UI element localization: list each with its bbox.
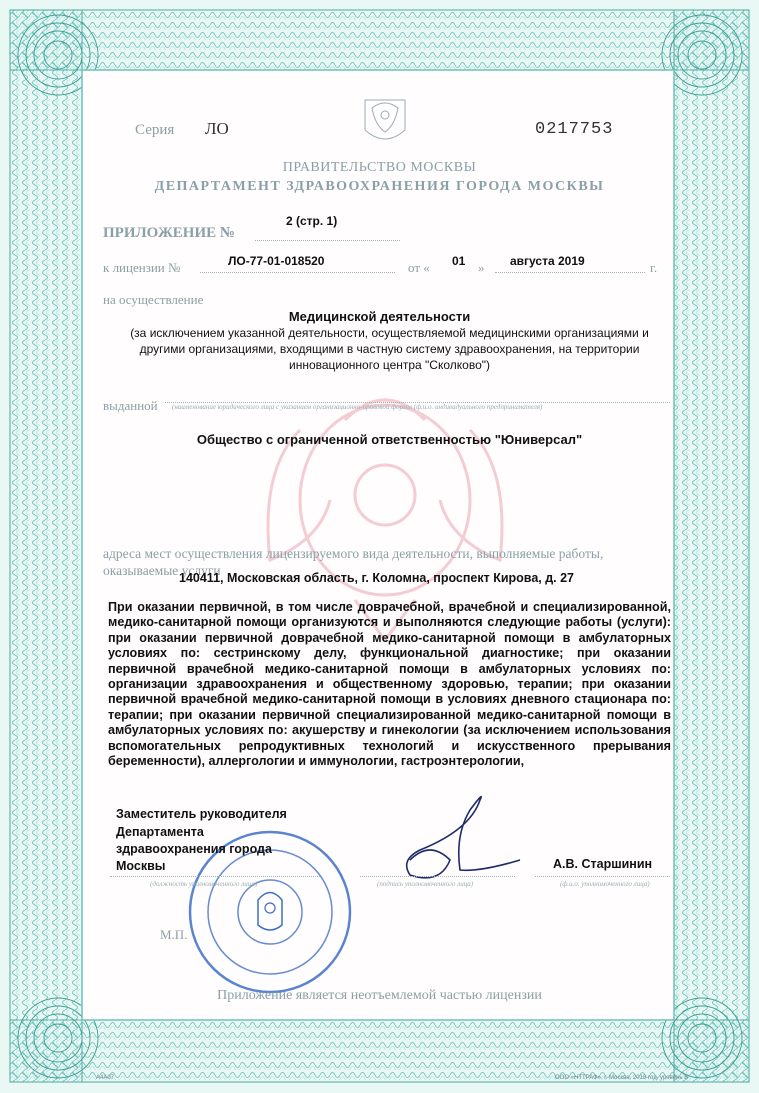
appendix-number: 2 (стр. 1) (286, 214, 338, 228)
appendix-label: ПРИЛОЖЕНИЕ № (103, 225, 235, 241)
address-value: 140411, Московская область, г. Коломна, проспект Кирова, д. 27 (179, 571, 575, 585)
date-month-year: августа 2019 (510, 254, 585, 268)
footer-left-code: А4А07 (96, 1075, 115, 1081)
license-label: к лицензии № (103, 260, 181, 275)
issued-underline (165, 402, 670, 403)
appendix-underline (255, 240, 400, 241)
caption-name: (ф.и.о. уполномоченного лица) (560, 880, 650, 888)
address-label: адреса мест осуществления лицензируемого вида деятельности, выполняемые работы, оказываемые услуги (103, 546, 604, 578)
issued-label: выданной (103, 398, 158, 413)
activity-subtitle: (за исключением указанной деятельности, осуществляемой медицинскими организациями и другими организациями, входящими в частную систему здравоохранения, на территории инновационного центра "Сколково") (130, 326, 649, 372)
year-suffix: г. (650, 260, 658, 275)
footer-note: Приложение является неотъемлемой частью лицензии (217, 988, 542, 1003)
activity-title: Медицинской деятельности (288, 309, 471, 324)
signer-position-line3: здравоохранения города (116, 842, 272, 856)
signer-position-line4: Москвы (116, 859, 166, 873)
signer-name: А.В. Старшинин (553, 857, 653, 871)
blank-number: 0217753 (535, 120, 614, 139)
date-day: 01 (452, 254, 466, 268)
date-underline (495, 272, 645, 273)
footer-printer: ООО «НТТРАФ», г. Москва, 2018 год, уровень Б (555, 1075, 689, 1081)
name-underline (535, 876, 670, 877)
department-title: ДЕПАРТАМЕНТ ЗДРАВООХРАНЕНИЯ ГОРОДА МОСКВЫ (154, 179, 605, 194)
signer-position-line2: Департамента (116, 825, 204, 839)
organization-name: Общество с ограниченной ответственностью "Юниверсал" (196, 432, 583, 447)
signer-position-line1: Заместитель руководителя (116, 807, 287, 821)
license-number: ЛО-77-01-018520 (228, 254, 325, 268)
date-suffix: » (478, 260, 485, 275)
caption-signature: (подпись уполномоченного лица) (377, 880, 474, 888)
mp-label: М.П. (160, 927, 188, 942)
issued-caption: (наименование юридического лица с указанием организационно-правовой формы (ф.и.о. индивидуального предпринимателя) (172, 403, 543, 411)
activity-label: на осуществление (103, 292, 204, 307)
government-title: ПРАВИТЕЛЬСТВО МОСКВЫ (282, 160, 477, 175)
services-text: При оказании первичной, в том числе доврачебной, врачебной и специализированной, медико-санитарной помощи организуются и выполняются следующие работы (услуги): при оказании первичной доврачебной медико-санитарной помощи в амбулаторных условиях по: сестринскому делу, функциональной диагностике; при оказании первичной врачебной медико-санитарной помощи в амбулаторных условиях по: организации здравоохранения и общественному здоровью, терапии; при оказании первичной врачебной медико-санитарной помощи в условиях дневного стационара по: терапии; при оказании первичной специализированной медико-санитарной помощи в амбулаторных условиях по: акушерству и гинекологии (за исключением использования вспомогательных репродуктивных технологий и искусственного прерывания беременности), аллергологии и иммунологии, гастроэнтерологии, (108, 600, 671, 769)
series-value: ЛО (205, 119, 229, 138)
caption-position: (должность уполномоченного лица) (150, 880, 258, 888)
position-underline (110, 876, 320, 877)
series-label: Серия (135, 122, 175, 138)
date-prefix: от « (408, 260, 430, 275)
license-underline (200, 272, 395, 273)
signature-underline (360, 876, 515, 877)
